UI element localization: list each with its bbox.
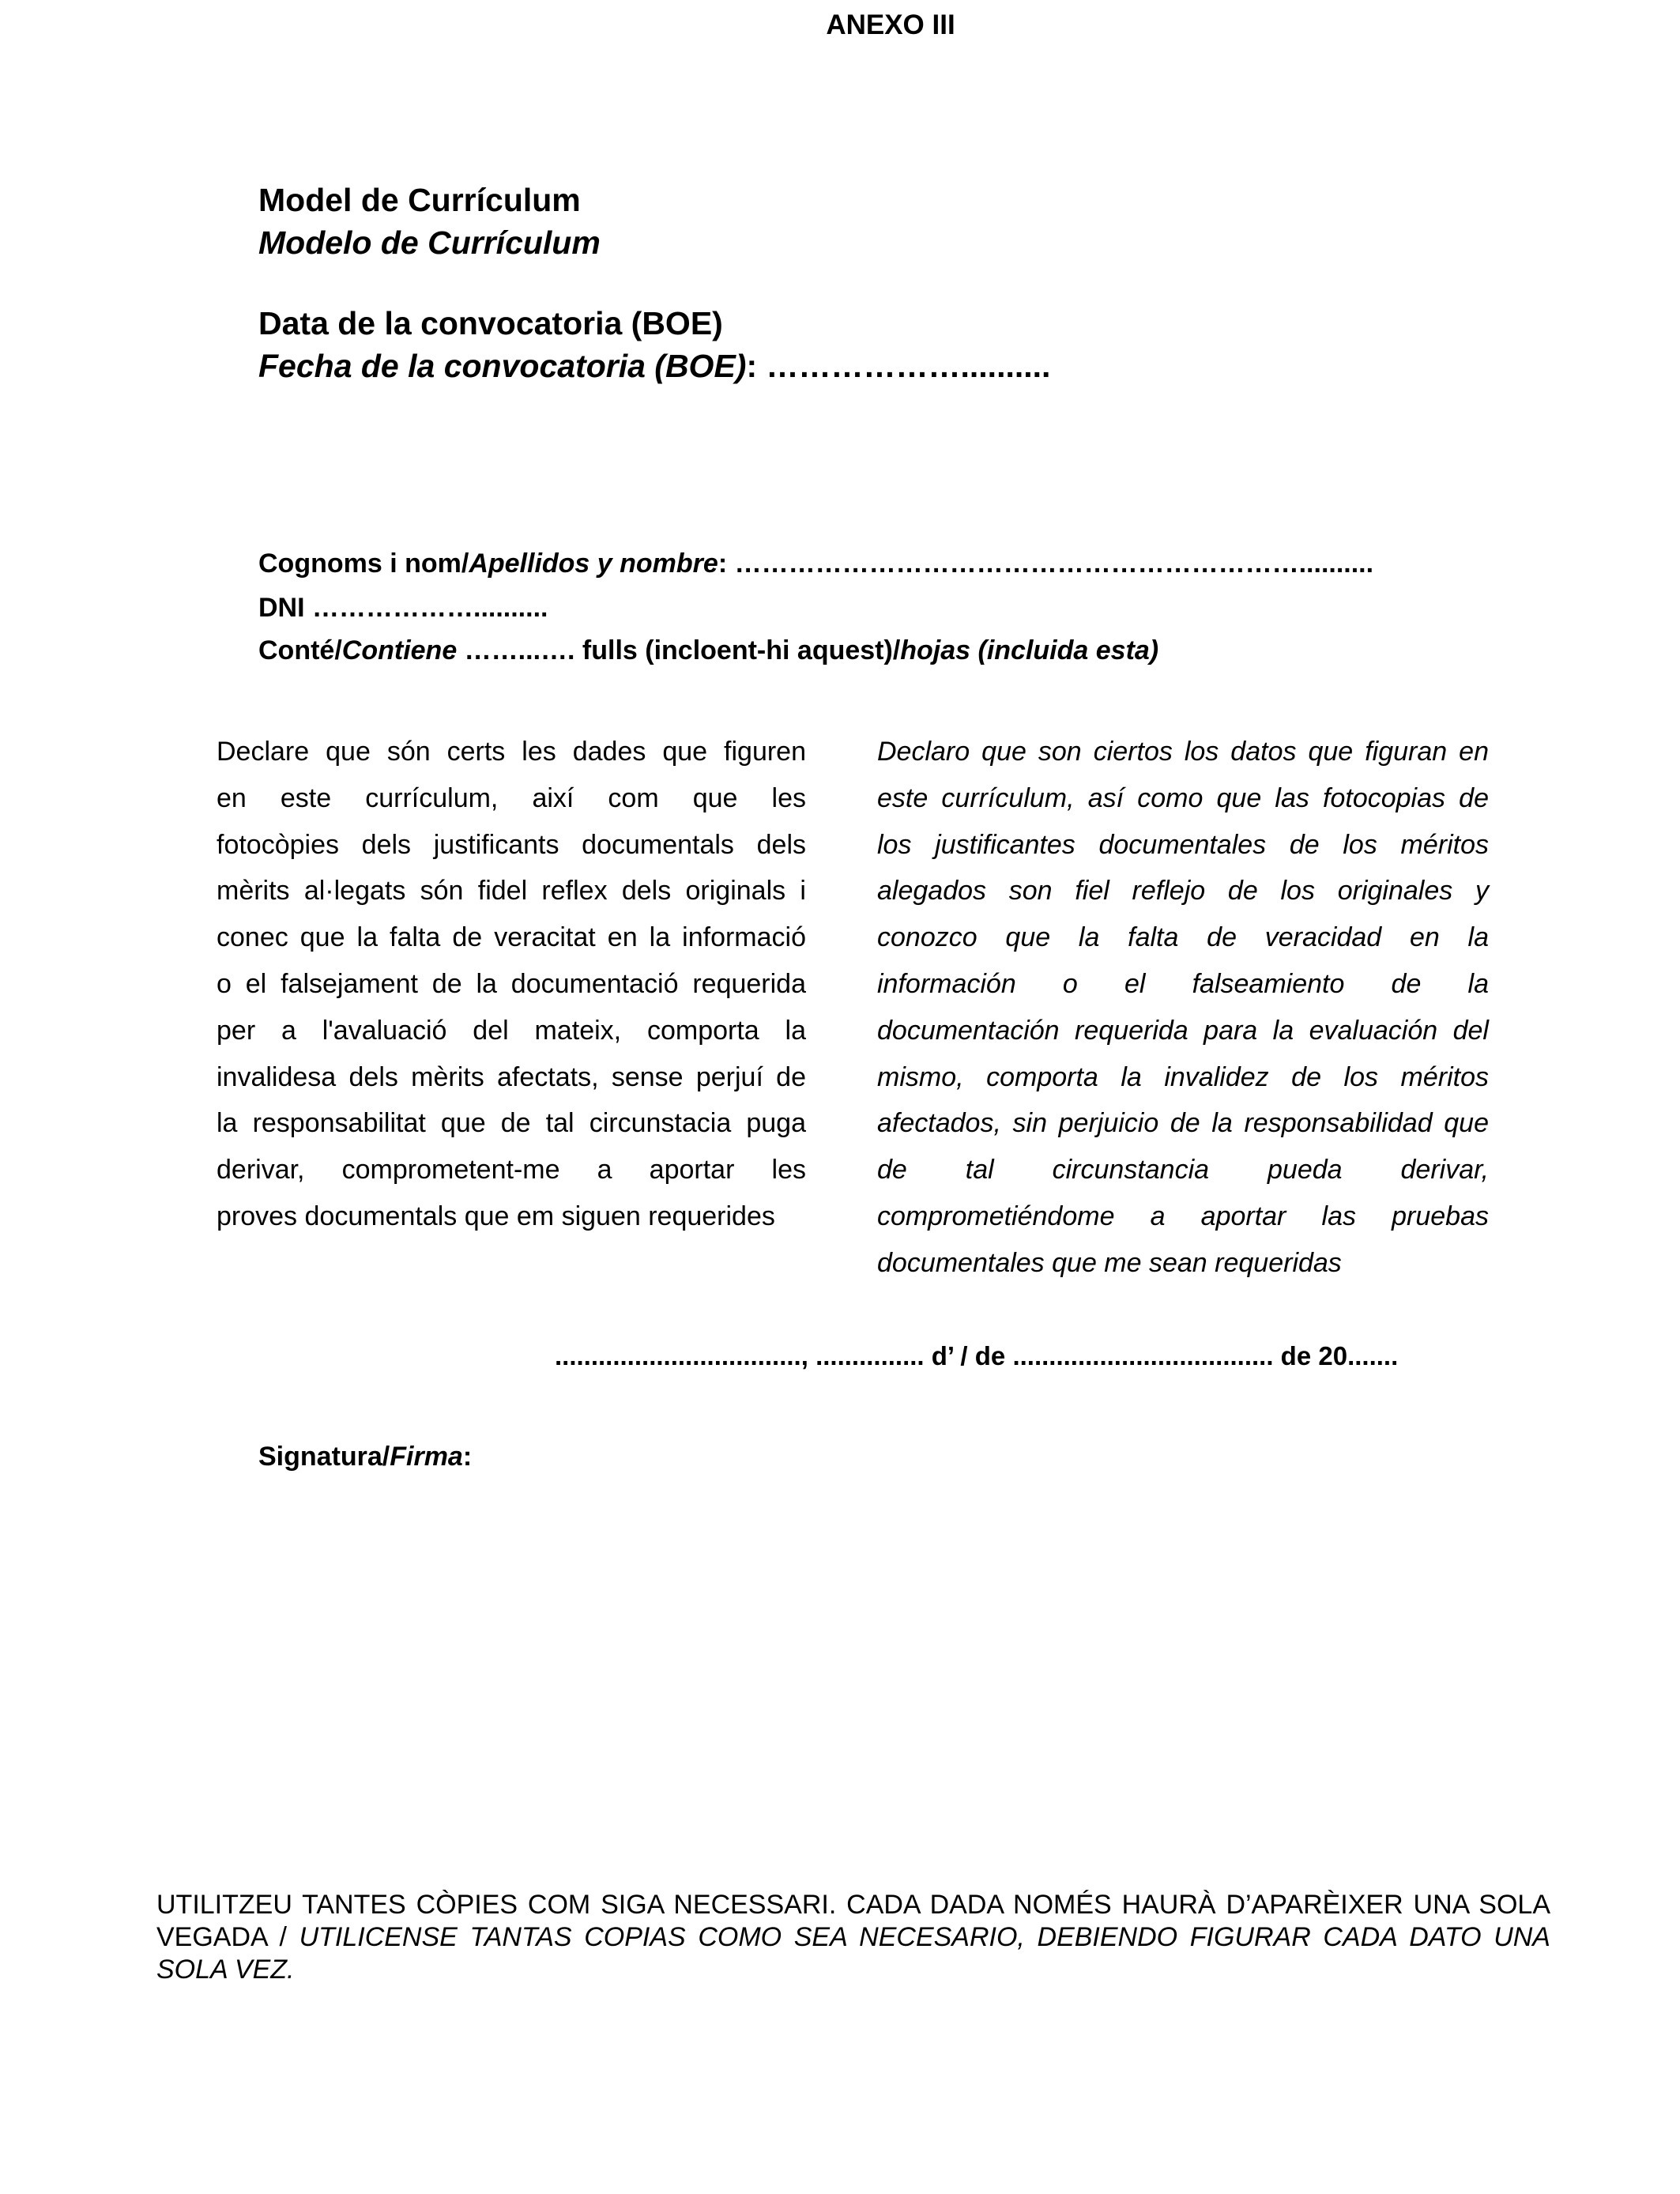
model-heading-ca: Model de Currículum bbox=[258, 182, 581, 218]
dni-field bbox=[258, 593, 548, 624]
footer-note-es: UTILICENSE TANTAS COPIAS COMO SEA NECESARIO, DEBIENDO FIGURAR CADA DATO UNA SOLA VEZ. bbox=[156, 1922, 1550, 1985]
declaration-line: derivar, comprometent-me a aportar les bbox=[217, 1155, 806, 1186]
place-date-line[interactable]: .................................., ............... d’ / de .................................... de 20....... bbox=[555, 1341, 1399, 1370]
declaration-line: per a l'avaluació del mateix, comporta la bbox=[217, 1015, 806, 1046]
declaration-line: información o el falseamiento de la bbox=[877, 968, 1489, 999]
sheets-label-ca: Conté/ bbox=[258, 635, 342, 665]
declaration-line: fotocòpies dels justificants documentals dels bbox=[217, 829, 806, 860]
signature-separator: : bbox=[462, 1442, 473, 1472]
dni-label: DNI bbox=[258, 593, 312, 623]
sheets-label-es: Contiene bbox=[341, 635, 458, 665]
declaration-line: alegados son fiel reflejo de los originales y bbox=[877, 876, 1489, 907]
name-label-ca: Cognoms i nom/ bbox=[258, 548, 469, 579]
declaration-line: Declaro que son ciertos los datos que figuran en bbox=[877, 737, 1489, 767]
call-date-separator: : bbox=[746, 348, 767, 384]
call-date-es: Fecha de la convocatoria (BOE) bbox=[258, 348, 747, 384]
sheets-blank[interactable]: ……...…. bbox=[457, 635, 582, 665]
declaration-line: afectados, sin perjuicio de la responsabilidad que bbox=[877, 1108, 1489, 1139]
declaration-line: conec que la falta de veracitat en la informació bbox=[217, 922, 806, 953]
declaration-catalan bbox=[217, 729, 806, 1240]
call-date-heading bbox=[258, 302, 1050, 387]
declaration-line: Declare que són certs les dades que figuren bbox=[217, 737, 806, 767]
declaration-line: mèrits al·legats són fidel reflex dels originals i bbox=[217, 876, 806, 907]
declaration-line: invalidesa dels mèrits afectats, sense perjuí de bbox=[217, 1061, 806, 1092]
declaration-spanish bbox=[877, 729, 1489, 1287]
name-blank[interactable]: ……………………………………………………….......... bbox=[734, 548, 1374, 579]
name-separator: : bbox=[718, 548, 735, 579]
model-heading-es: Modelo de Currículum bbox=[258, 224, 601, 261]
declaration-line: mismo, comporta la invalidez de los méritos bbox=[877, 1061, 1489, 1092]
signature-label bbox=[258, 1442, 472, 1472]
declaration-line: conozco que la falta de veracidad en la bbox=[877, 922, 1489, 953]
declaration-line: de tal circunstancia pueda derivar, bbox=[877, 1155, 1489, 1186]
footer-note-ca: UTILITZEU TANTES CÒPIES COM SIGA NECESSARI. CADA DADA NOMÉS HAURÀ D’APARÈIXER UNA SOLA VEGADA / bbox=[156, 1890, 1550, 1952]
declaration-line: la responsabilitat que de tal circunstacia puga bbox=[217, 1108, 806, 1139]
call-date-es-line bbox=[258, 345, 1050, 387]
name-label-es: Apellidos y nombre bbox=[469, 548, 718, 579]
annex-title: ANEXO III bbox=[826, 9, 955, 40]
dni-blank[interactable]: ……………….......... bbox=[312, 593, 548, 623]
sheets-mid-text: fulls (incloent-hi aquest)/ bbox=[582, 635, 901, 665]
declaration-line: comprometiéndome a aportar las pruebas bbox=[877, 1201, 1489, 1231]
declaration-line: en este currículum, així com que les bbox=[217, 782, 806, 813]
declaration-line: documentación requerida para la evaluación del bbox=[877, 1015, 1489, 1046]
call-date-blank[interactable]: ……………….......... bbox=[766, 348, 1051, 384]
declaration-line: o el falsejament de la documentació requerida bbox=[217, 968, 806, 999]
declaration-line: los justificantes documentales de los méritos bbox=[877, 829, 1489, 860]
name-field bbox=[258, 548, 1373, 579]
model-heading bbox=[258, 179, 601, 264]
call-date-ca: Data de la convocatoria (BOE) bbox=[258, 305, 723, 341]
declaration-line: documentales que me sean requeridas bbox=[877, 1247, 1342, 1278]
sheets-es-end: hojas (incluida esta) bbox=[900, 635, 1159, 665]
declaration-line: este currículum, así como que las fotocopias de bbox=[877, 782, 1489, 813]
declaration-line: proves documentals que em siguen requerides bbox=[217, 1201, 775, 1231]
footer-note bbox=[156, 1889, 1550, 1986]
sheets-field bbox=[258, 635, 1158, 666]
signature-label-ca: Signatura/ bbox=[258, 1442, 390, 1472]
signature-label-es: Firma bbox=[390, 1442, 463, 1472]
